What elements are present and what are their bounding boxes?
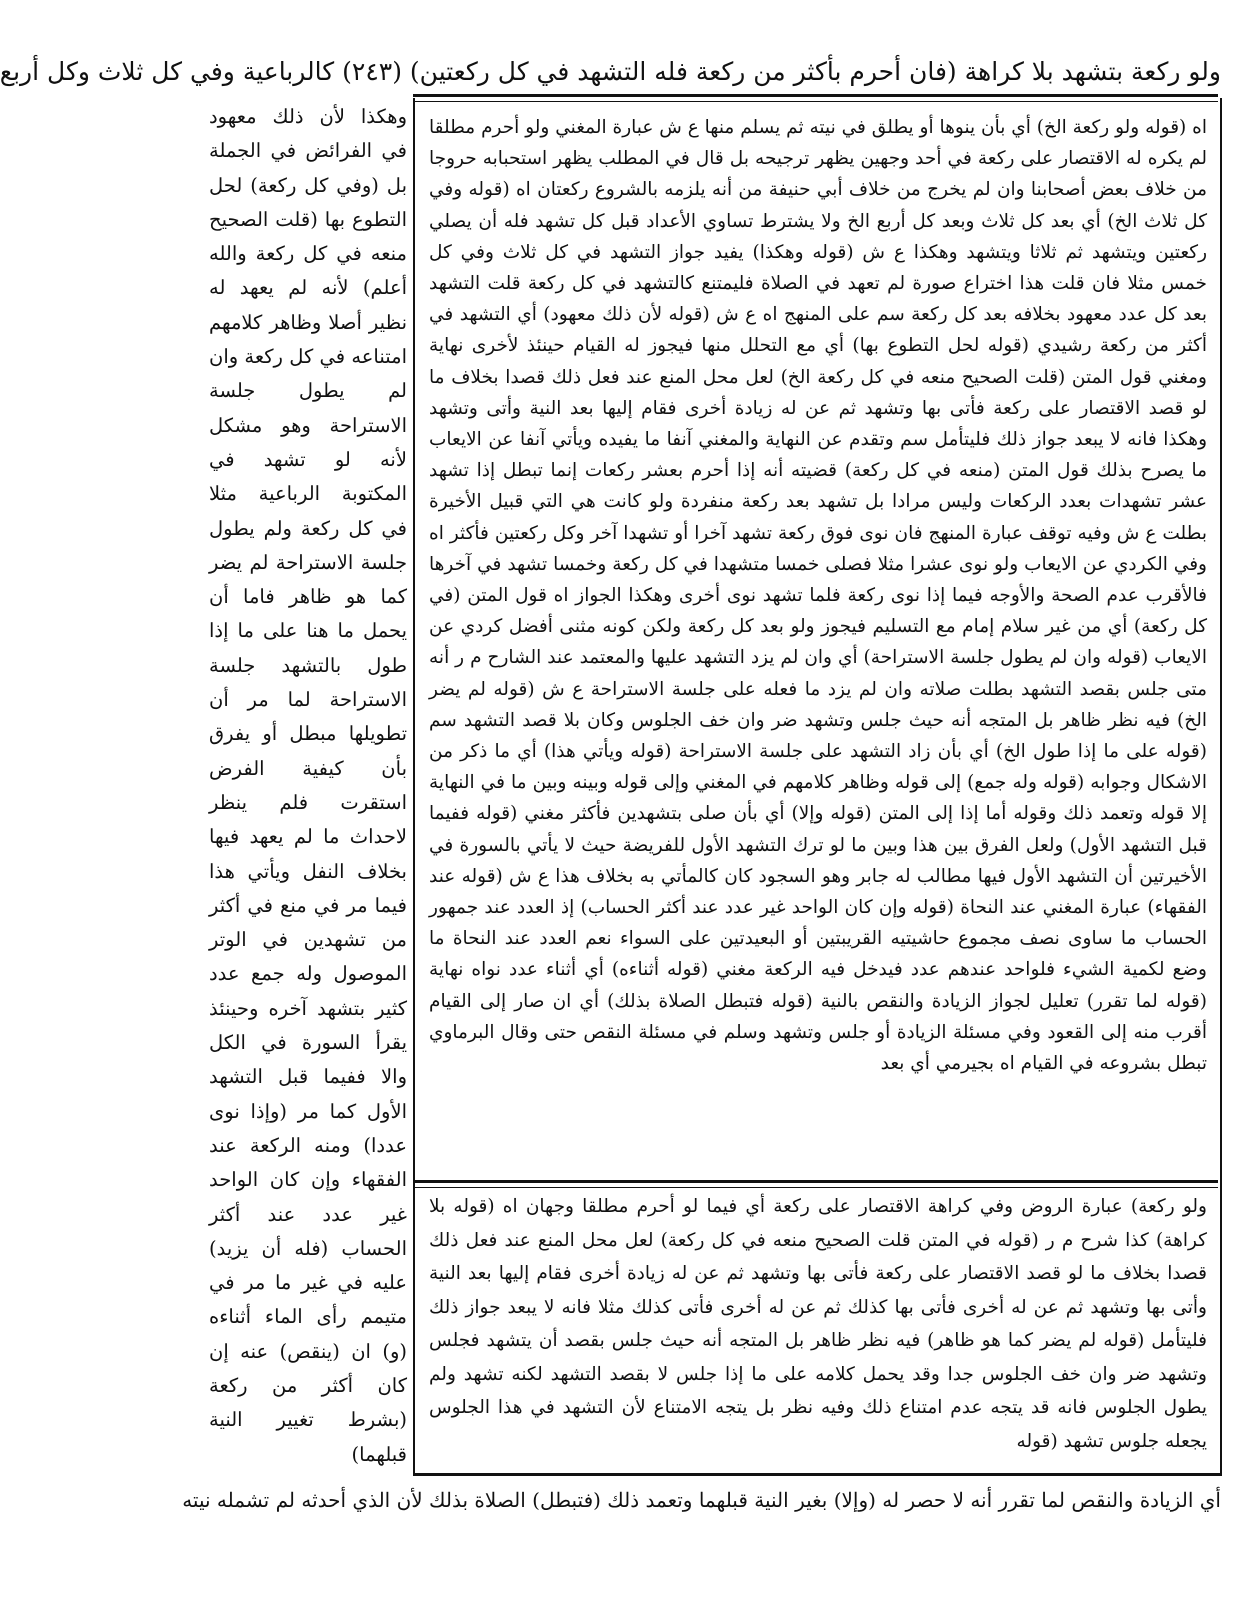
page-header: ولو ركعة بتشهد بلا كراهة (فان أحرم بأكثر من ركعة فله التشهد في كل ركعتين) (٢٤٣) كالرباعية وفي كل ثلاث وكل أربع <box>0 57 1221 86</box>
sub-commentary-text: ولو ركعة) عبارة الروض وفي كراهة الاقتصار على ركعة أي فيما لو أحرم مطلقا وجهان اه (قوله بلا كراهة) كذا شرح م ر (قوله في المتن قلت الصحيح منعه في كل ركعة) لعل محل المنع عند فعل ذلك قصدا بخلاف ما لو قصد الاقتصار على ركعة فأتى بها وتشهد ثم عن له زيادة أخرى فقام إليها بعد النية وأتى بها وتشهد ثم عن له أخرى فأتى بها كذلك ثم عن له أخرى فأتى كذلك مثلا فانه لا يبعد جواز ذلك فليتأمل (قوله لم يضر كما هو ظاهر) فيه نظر ظاهر بل المتجه أنه حيث جلس بقصد أن يتشهد فجلس وتشهد ضر وان خف الجلوس جدا وقد يحمل كلامه على ما إذا جلس لا بقصد التشهد لكنه تشهد ولم يطول الجلوس فانه قد يتجه عدم امتناع ذلك وفيه نظر بل يتجه الامتناع لأن التشهد في هذا الجلوس يجعله جلوس تشهد (قوله <box>429 1196 1207 1452</box>
sub-commentary <box>429 1190 1207 1468</box>
main-commentary <box>429 112 1207 1172</box>
margin-text: وهكذا لأن ذلك معهود في الفرائض في الجملة بل (وفي كل ركعة) لحل التطوع بها (قلت الصحيح منعه في كل ركعة والله أعلم) لأنه لم يعهد له نظير أصلا وظاهر كلامهم امتناعه في كل ركعة وان لم يطول جلسة الاستراحة وهو مشكل لأنه لو تشهد في المكتوبة الرباعية مثلا في كل ركعة ولم يطول جلسة الاستراحة لم يضر كما هو ظاهر فاما أن يحمل ما هنا على ما إذا طول بالتشهد جلسة الاستراحة لما مر أن تطويلها مبطل أو يفرق بأن كيفية الفرض استقرت فلم ينظر لاحداث ما لم يعهد فيها بخلاف النفل ويأتي هذا فيما مر في منع في أكثر من تشهدين في الوتر الموصول وله جمع عدد كثير بتشهد آخره وحينئذ يقرأ السورة في الكل والا ففيما قبل التشهد الأول كما مر (وإذا نوى عددا) ومنه الركعة عند الفقهاء وإن كان الواحد غير عدد عند أكثر الحساب (فله أن يزيد) عليه في غير ما مر في متيمم رأى الماء أثناءه (و) ان (ينقص) عنه إن كان أكثر من ركعة (بشرط تغيير النية قبلهما) <box>209 105 407 1466</box>
commentary-divider <box>413 1180 1218 1188</box>
page-footer-line: أي الزيادة والنقص لما تقرر أنه لا حصر له (وإلا) بغير النية قبلهما وتعمد ذلك (فتبطل) الصلاة بذلك لأن الذي أحدثه لم تشمله نيته <box>182 1488 1221 1512</box>
main-commentary-text: اه (قوله ولو ركعة الخ) أي بأن ينوها أو يطلق في نيته ثم يسلم منها ع ش عبارة المغني ولو أحرم مطلقا لم يكره له الاقتصار على ركعة في أحد وجهين يظهر ترجيحه بل قال في المطلب يظهر استحبابه حروجا من خلاف بعض أصحابنا وان لم يخرج من خلاف أبي حنيفة من أنه يلزمه بالشروع ركعتان اه (قوله وفي كل ثلاث الخ) أي بعد كل ثلاث وبعد كل أربع الخ ولا يشترط تساوي الأعداد قبل كل تشهد فله أن يصلي ركعتين ويتشهد ثم ثلاثا ويتشهد وهكذا ع ش (قوله وهكذا) يفيد جواز التشهد في كل ثلاث وفي كل خمس مثلا فان قلت هذا اختراع صورة لم تعهد في الصلاة فليمتنع كالتشهد في كل ركعة قلت التشهد بعد كل عدد معهود بخلافه بعد كل ركعة سم على المنهج اه ع ش (قوله لأن ذلك معهود) أي التشهد في أكثر من ركعة رشيدي (قوله لحل التطوع بها) أي مع التحلل منها فيجوز له القيام حينئذ لأخرى نهاية ومغني قول المتن (قلت الصحيح منعه في كل ركعة الخ) لعل محل المنع عند فعل ذلك قصدا بخلاف ما لو قصد الاقتصار على ركعة فأتى بها وتشهد ثم عن له زيادة أخرى فقام إليها بعد النية وأتى وتشهد وهكذا فانه لا يبعد جواز ذلك فليتأمل سم وتقدم عن النهاية والمغني آنفا ما يفيده ويأتي آنفا عن الايعاب ما يصرح بذلك قول المتن (منعه في كل ركعة) قضيته أنه إذا أحرم بعشر ركعات إنما تبطل إذا تشهد عشر تشهدات بعدد الركعات وليس مرادا بل تشهد بعد ركعة منفردة ولو كانت هي التي قبيل الأخيرة بطلت ع ش وفيه توقف عبارة المنهج فان نوى فوق ركعة تشهد آخرا أو تشهدا آخر وكل ركعتين فأكثر اه وفي الكردي عن الايعاب ولو نوى عشرا مثلا فصلى خمسا متشهدا في كل ركعة وخمسا تشهد في آخرها فالأقرب عدم الصحة والأوجه فيما إذا نوى ركعة فلما تشهد نوى أخرى وهكذا الجواز اه قول المتن (في كل ركعة) أي من غير سلام إمام مع التسليم فيجوز ولو بعد كل ركعة ولكن كونه مثنى أفضل كردي عن الايعاب (قوله وان لم يطول جلسة الاستراحة) أي وان لم يزد التشهد عليها والمعتمد عند الشارح م ر أنه متى جلس بقصد التشهد بطلت صلاته وان لم يزد ما فعله على جلسة الاستراحة ع ش (قوله لم يضر الخ) فيه نظر ظاهر بل المتجه أنه حيث جلس وتشهد ضر وان خف الجلوس وكان بلا قصد التشهد سم (قوله على ما إذا طول الخ) أي بأن زاد التشهد على جلسة الاستراحة (قوله ويأتي هذا) أي ما ذكر من الاشكال وجوابه (قوله وله جمع) إلى قوله وظاهر كلامهم في المغني وإلى قوله وبينه وبين ما في النهاية إلا قوله وتعمد ذلك وقوله أما إذا إلى المتن (قوله وإلا) أي بأن صلى بتشهدين فأكثر مغني (قوله ففيما قبل التشهد الأول) ولعل الفرق بين هذا وبين ما لو ترك التشهد الأول للفريضة حيث لا يأتي بالسورة في الأخيرتين أن التشهد الأول فيها مطالب له جابر وهو السجود كان كالمأتي به بخلاف هذا ع ش (قوله عند الفقهاء) عبارة المغني عند النحاة (قوله وإن كان الواحد غير عدد عند أكثر الحساب) إذ العدد عند جمهور الحساب ما ساوى نصف مجموع حاشيتيه القريبتين أو البعيدتين على السواء نعم العدد عند النحاة ما وضع لكمية الشيء فلواحد عندهم عدد فيدخل فيه الركعة مغني (قوله أثناءه) أي أثناء عدد نواه نهاية (قوله لما تقرر) تعليل لجواز الزيادة والنقص بالنية (قوله فتبطل الصلاة بذلك) أي ان صار إلى القيام أقرب منه إلى القعود وفي مسئلة الزيادة أو جلس وتشهد وسلم في مسئلة النقص حتى وقال البرماوي تبطل بشروعه في القيام اه بجيرمي أي بعد <box>429 117 1207 1075</box>
margin-main-text <box>209 100 407 1476</box>
